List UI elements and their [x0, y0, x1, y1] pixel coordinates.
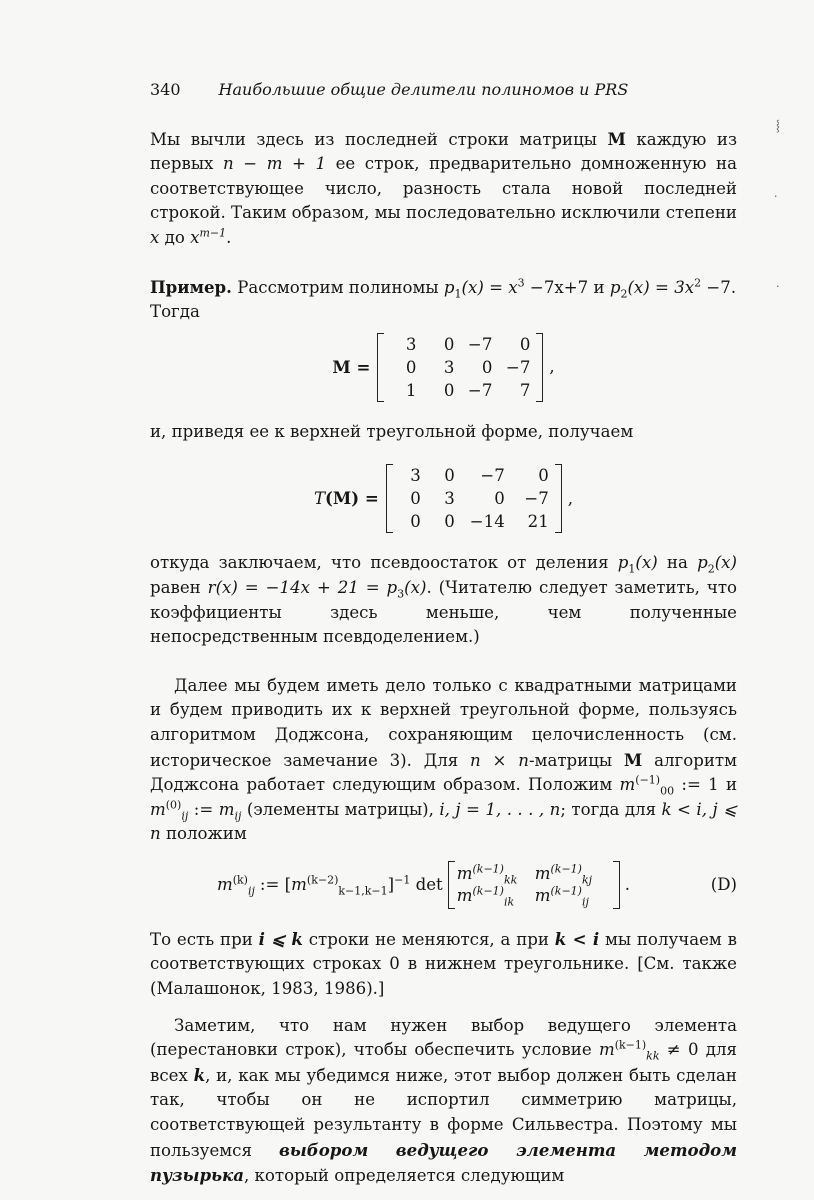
matrix-m — [377, 333, 543, 402]
matrix-cell: 3 — [410, 466, 421, 486]
matrix-cell: 7 — [519, 380, 531, 400]
matrix-cell: 0 — [519, 334, 531, 354]
scan-speck: · — [776, 280, 780, 293]
det-cell: $m^{(k-1)}_{kk}$ — [456, 862, 518, 887]
matrix-cell: 3 — [444, 489, 455, 509]
matrix-cell: 0 — [494, 489, 505, 509]
determinant-matrix — [448, 861, 620, 909]
matrix-cell: 0 — [405, 357, 417, 377]
running-title: Наибольшие общие делители полиномов и PRS — [218, 80, 629, 99]
paragraph-dodgson: Далее мы будем иметь дело только с квадратными матрицами и будем приводить их к верхней треугольной форме, пользуясь алгоритмом Доджсона, сохраняющим целочисленность (см. историческое замечание 3). Для n × n-матрицы M алгоритм Доджсона работает следующим образом. Положим $m^{(-1)}_{00}$ := 1 и $m^{(0)}_{ij}$ := $m_{ij}$ (элементы матрицы), i, j = 1, . . . , n; тогда для k < i, j ⩽ n положим — [150, 675, 738, 844]
paragraph-pivoting: Заметим, что нам нужен выбор ведущего элемента (перестановки строк), чтобы обеспечить условие $m^{(k-1)}_{kk} \ne 0$ для всех k, и, как мы убедимся ниже, этот выбор должен быть сделан так, чтобы он не испортил симметрию матрицы, соответствующей результанту в форме Сильвестра. Поэтому мы пользуемся выбором ведущего элемента методом пузырька, который определяется следующим — [150, 1015, 738, 1186]
matrix-cell: 0 — [410, 489, 421, 509]
det-cell: $m^{(k-1)}_{ik}$ — [456, 884, 515, 909]
formula-d-factor: := $[m^{(k-2)}_{k-1,k-1}]^{-1}$ det — [259, 873, 443, 897]
page-number: 340 — [150, 80, 181, 99]
running-head — [150, 78, 737, 103]
matrix-tm — [386, 464, 562, 533]
book-page — [150, 78, 737, 1189]
matrix-cell: 0 — [444, 512, 455, 532]
matrix-cell: −7 — [467, 334, 493, 354]
paragraph-pseudoremainder: откуда заключаем, что псевдоостаток от деления $p_1(x)$ на $p_2(x)$ равен $r(x) = -14x + 21 = p_3(x)$. (Читателю следует заметить, что коэффициенты здесь меньше, чем полученные непосредственным псевдоделением.) — [150, 553, 737, 647]
matrix-cell: 0 — [444, 466, 455, 486]
scan-speck: · — [774, 190, 778, 203]
scan-speck: ⸾ — [776, 119, 780, 132]
matrix-cell: 0 — [443, 380, 455, 400]
matrix-cell: −7 — [480, 466, 505, 486]
matrix-cell: −7 — [505, 357, 531, 377]
matrix-m-lhs: M = — [332, 356, 371, 377]
paragraph-reduce: и, приведя ее к верхней треугольной форме, получаем — [150, 421, 634, 441]
det-cell: $m^{(k-1)}_{kj}$ — [534, 862, 593, 887]
example-label: Пример. — [150, 276, 232, 297]
matrix-cell: −7 — [467, 380, 493, 400]
det-cell: $m^{(k-1)}_{ij}$ — [534, 884, 589, 909]
matrix-cell: 1 — [405, 380, 417, 400]
matrix-cell: 0 — [443, 334, 455, 354]
example-paragraph: Пример. Рассмотрим полиномы $p_1(x) = x^3 -7x+7$ и $p_2(x) = 3x^2 -7$. Тогда — [150, 276, 737, 322]
matrix-cell: 3 — [443, 357, 455, 377]
formula-d-lhs: $m^{(k)}_{ij}$ — [216, 873, 255, 897]
matrix-cell: −7 — [524, 489, 549, 509]
matrix-cell: 0 — [481, 357, 493, 377]
paragraph-elimination: Мы вычли здесь из последней строки матрицы M каждую из первых n − m + 1 ее строк, предварительно домноженную на соответствующее число, разность стала новой последней строкой. Таким образом, мы последовательно исключили степени x до $x^{m-1}$. — [150, 128, 738, 247]
matrix-cell: 0 — [410, 512, 421, 532]
matrix-cell: −14 — [469, 512, 505, 532]
matrix-m-equation: M = 3 0 −7 0 0 3 0 −7 1 0 −7 7 , — [332, 334, 555, 400]
matrix-tm-lhs: T(M) = — [313, 488, 379, 509]
matrix-cell: 21 — [527, 512, 549, 532]
matrix-tm-equation: T(M) = 3 0 −7 0 0 3 0 −7 0 0 −14 21 , — [313, 466, 574, 532]
matrix-cell: 0 — [538, 466, 549, 486]
formula-d-body: $m^{(k)}_{ij}$ := $[m^{(k-2)}_{k-1,k-1}]^{-1}$ det $m^{(k-1)}_{kk}$ $m^{(k-1)}_{kj}$ $m^{(k-1)}_{ik}$ $m^{(k-1)}_{ij}$ . — [216, 862, 631, 909]
equation-tag: (D) — [710, 874, 737, 894]
formula-d — [150, 861, 737, 909]
paragraph-rows: То есть при i ⩽ k строки не меняются, а при k < i мы получаем в соответствующих строках 0 в нижнем треугольнике. [См. также (Малашонок, 1983, 1986).] — [150, 928, 737, 999]
matrix-cell: 3 — [405, 334, 417, 354]
